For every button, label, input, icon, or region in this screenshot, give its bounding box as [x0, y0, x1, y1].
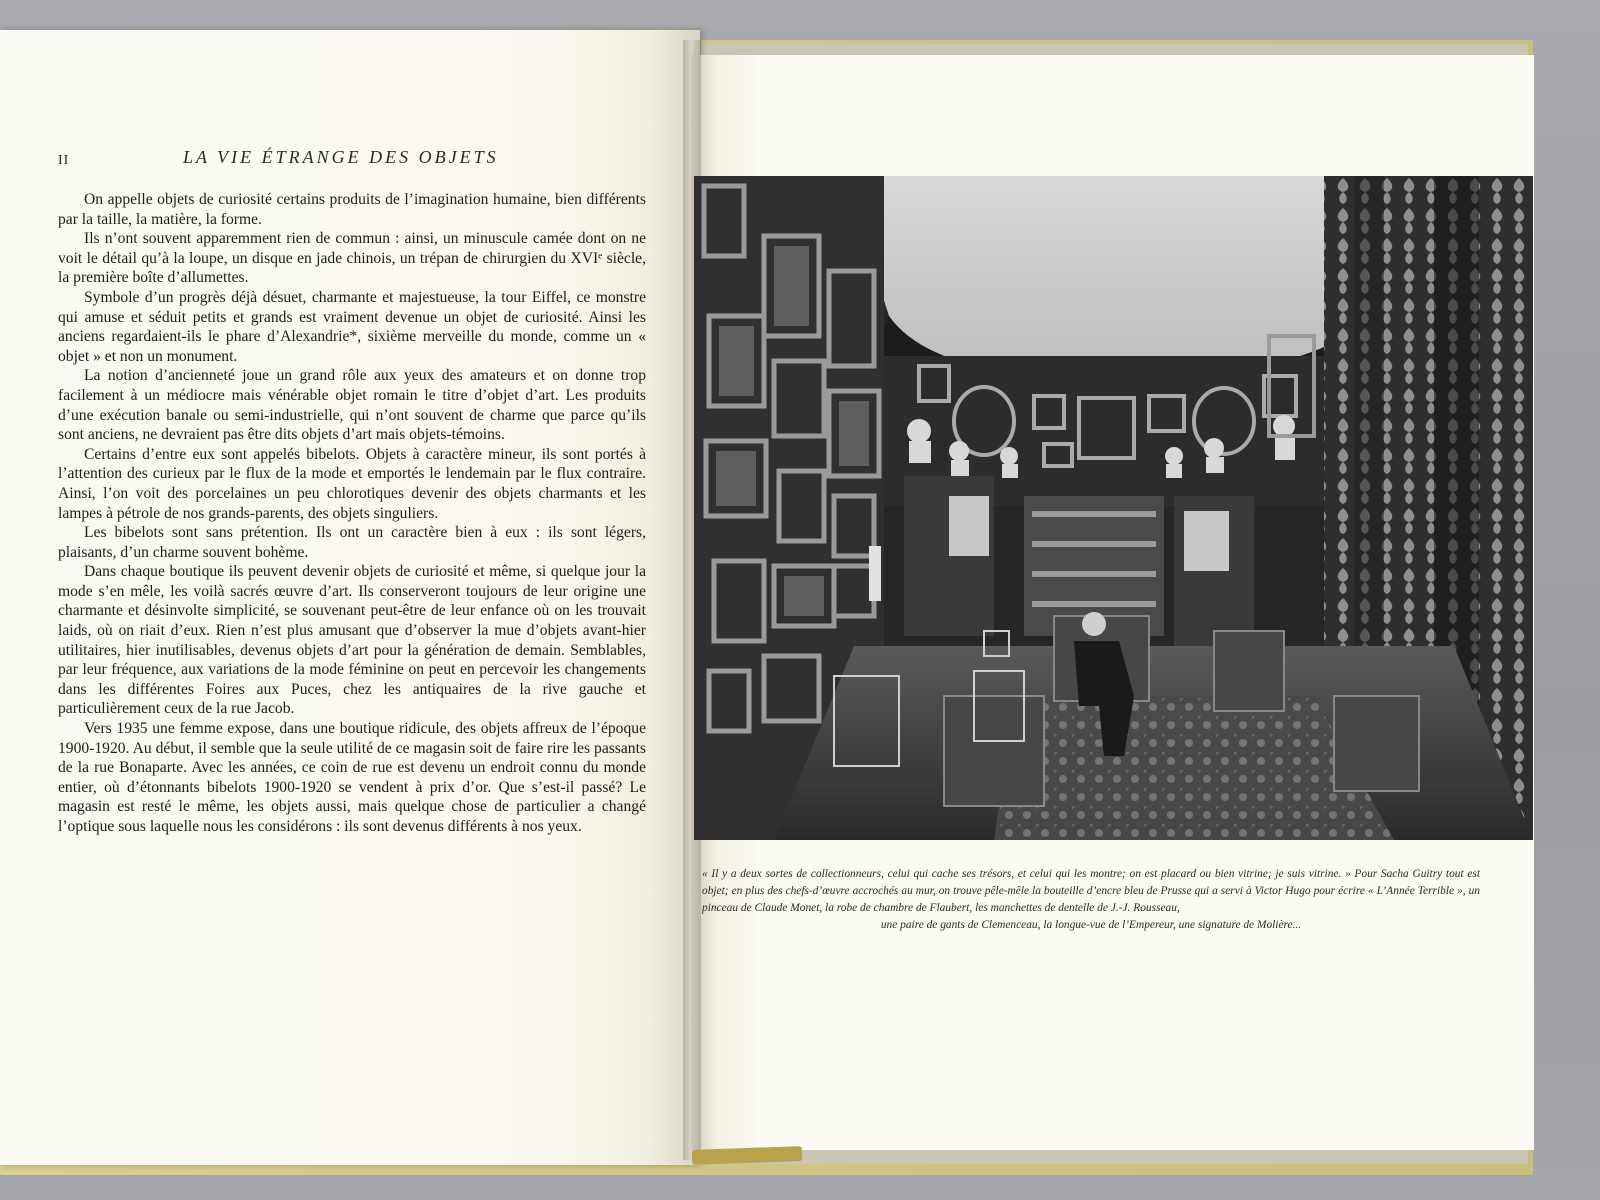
paragraph: La notion d’ancienneté joue un grand rôle aux yeux des amateurs et on donne trop facilement à un médiocre mais vénérable objet romain le titre d’objet d’art. Les produits d’une exécution banale ou semi-industrielle, qui n’ont souvent de charme que parce qu’ils sont anciens, ne devraient pas être dits objets d’art mais objets-témoins. [58, 367, 646, 444]
body-text [58, 190, 646, 837]
paragraph: Symbole d’un progrès déjà désuet, charmante et majestueuse, la tour Eiffel, ce monstre qui amuse et séduit petits et grands est vraiment devenue un objet de curiosité. Ainsi les anciens regardaient-ils le phare d’Alexandrie*, sixième merveille du monde, comme un « objet » et non un monument. [58, 288, 646, 365]
paragraph: Certains d’entre eux sont appelés bibelots. Objets à caractère mineur, ils sont portés à l’attention des curieux par le flux de la mode et emportés le lendemain par le flux contraire. Ainsi, l’on voit des porcelaines un peu chlorotiques devenir des objets charmants et les lampes à pétrole de nos grands-parents, des objets singuliers. [58, 445, 646, 522]
collector-salon-photograph [694, 176, 1533, 840]
paragraph: Dans chaque boutique ils peuvent devenir objets de curiosité et même, si quelque jour la mode s’en mêle, les voilà sacrés œuvre d’art. Ils conserveront toujours de leur origine une charmante et désinvolte simplicité, se souvenant peut-être de leur enfance où on les trouvait laids, où on riait d’eux. Rien n’est plus amusant que d’observer la mue d’objets avant-hier utilitaires, hier inutilisables, devenus objets d’art pour la génération de demain. Semblables, par leur fréquence, aux variations de la mode féminine on peut en percevoir les changements dans les différentes Foires aux Puces, chez les antiquaires de la rive gauche et particulièrement ceux de la rue Jacob. [58, 563, 646, 718]
paragraph: Les bibelots sont sans prétention. Ils ont un caractère bien à eux : ils sont légers, plaisants, d’un charme souvent bohème. [58, 524, 646, 561]
caption-last-line: une paire de gants de Clemenceau, la longue-vue de l’Empereur, une signature de Molière... [880, 919, 1302, 931]
paragraph: On appelle objets de curiosité certains produits de l’imagination humaine, bien différents par la taille, la matière, la forme. [58, 191, 646, 228]
page-number: II [58, 153, 70, 168]
photo-caption [702, 866, 1480, 934]
caption-text: « Il y a deux sortes de collectionneurs, celui qui cache ses trésors, et celui qui les montre; on est placard ou bien vitrine; je suis vitrine. » Pour Sacha Guitry tout est objet; en plus des chefs-d’œuvre accrochés au mur, on trouve pêle-mêle la bouteille d’encre bleu de Prusse qui a servi à Victor Hugo pour écrire « L’Année Terrible », un pinceau de Claude Monet, la robe de chambre de Flaubert, les manchettes de dentelle de J.-J. Rousseau, [702, 868, 1480, 914]
running-head: LA VIE ÉTRANGE DES OBJETS [183, 147, 499, 167]
photo-illustration [694, 176, 1533, 840]
paragraph: Vers 1935 une femme expose, dans une boutique ridicule, des objets affreux de l’époque 1900-1920. Au début, il semble que la seule utilité de ce magasin soit de faire rire les passants de la rue Bonaparte. Avec les années, ce coin de rue est devenu un endroit connu du monde entier, où d’étonnants bibelots 1900-1920 se vendent à prix d’or. Que s’est-il passé? Le magasin est resté le même, les objets aussi, mais quelque chose de particulier a changé l’optique sous laquelle nous les considérons : ils sont devenus différents à nos yeux. [58, 720, 646, 835]
paragraph: Ils n’ont souvent apparemment rien de commun : ainsi, un minuscule camée dont on ne voit le détail qu’à la loupe, un disque en jade chinois, un trépan de chirurgien du XVIᵉ siècle, la première boîte d’allumettes. [58, 230, 646, 287]
